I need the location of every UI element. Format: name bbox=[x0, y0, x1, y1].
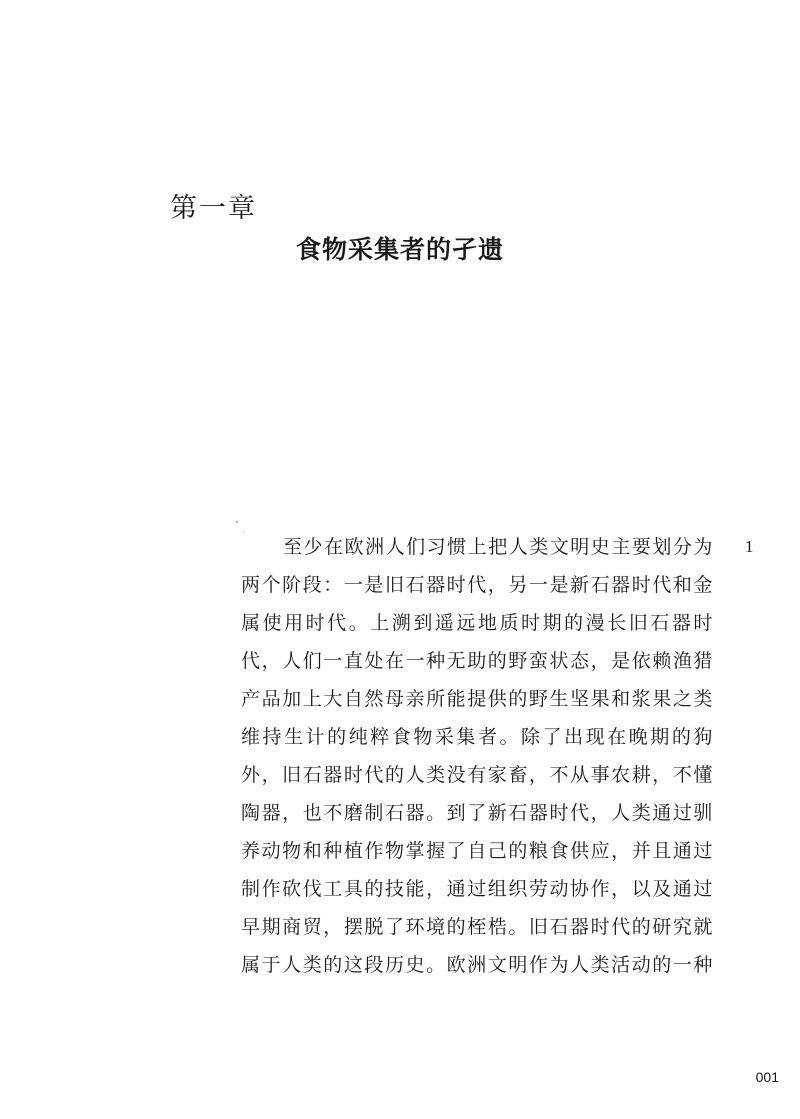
text-line: 代，人们一直处在一种无助的野蛮状态，是依赖渔猎 bbox=[241, 650, 713, 672]
text-line: 早期商贸，摆脱了环境的桎梏。旧石器时代的研究就 bbox=[241, 916, 713, 938]
text-line: 属于人类的这段历史。欧洲文明作为人类活动的一种 bbox=[241, 954, 713, 976]
chapter-title: 食物采集者的孑遗 bbox=[295, 235, 504, 264]
text-line: 陶器，也不磨制石器。到了新石器时代，人类通过驯 bbox=[241, 802, 713, 824]
text-line: 属使用时代。上溯到遥远地质时期的漫长旧石器时 bbox=[241, 612, 713, 634]
text-line: 产品加上大自然母亲所能提供的野生坚果和浆果之类 bbox=[241, 688, 713, 710]
chapter-label: 第一章 bbox=[170, 193, 257, 224]
text-line: 至少在欧洲人们习惯上把人类文明史主要划分为 bbox=[283, 536, 713, 558]
scan-speck bbox=[243, 531, 244, 532]
text-line: 养动物和种植作物掌握了自己的粮食供应，并且通过 bbox=[241, 840, 713, 862]
body-paragraph bbox=[241, 528, 713, 984]
page-number: 001 bbox=[755, 1069, 779, 1085]
text-line: 外，旧石器时代的人类没有家畜，不从事农耕，不懂 bbox=[241, 764, 713, 786]
margin-page-reference: 1 bbox=[745, 537, 754, 556]
text-line: 两个阶段：一是旧石器时代，另一是新石器时代和金 bbox=[241, 574, 713, 596]
text-line: 维持生计的纯粹食物采集者。除了出现在晚期的狗 bbox=[241, 726, 713, 748]
scan-speck bbox=[236, 521, 238, 523]
text-line: 制作砍伐工具的技能，通过组织劳动协作，以及通过 bbox=[241, 878, 713, 900]
